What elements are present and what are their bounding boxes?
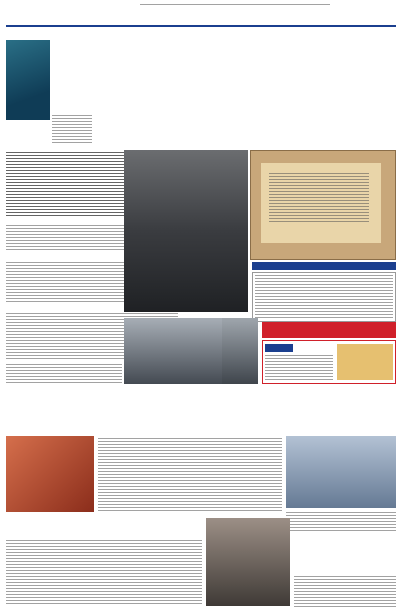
article-body	[6, 540, 202, 606]
milk-powder-photo	[286, 436, 396, 508]
bank-tower-photo	[6, 40, 50, 120]
masthead-rule	[6, 25, 396, 27]
officer-photo	[222, 318, 258, 384]
tap-photo	[6, 436, 94, 512]
masthead	[0, 0, 400, 30]
date-line	[140, 4, 330, 7]
group-photo	[206, 518, 290, 606]
info-box	[262, 340, 396, 384]
article-body	[98, 438, 282, 512]
case-table-header	[252, 262, 396, 270]
photo-caption	[52, 115, 92, 145]
article-body	[286, 512, 396, 532]
case-table	[252, 272, 396, 322]
article-body	[294, 576, 396, 608]
suspect-photo	[124, 150, 248, 312]
article-body	[6, 364, 122, 384]
red-banner	[262, 322, 396, 338]
cheque-photo	[250, 150, 396, 260]
